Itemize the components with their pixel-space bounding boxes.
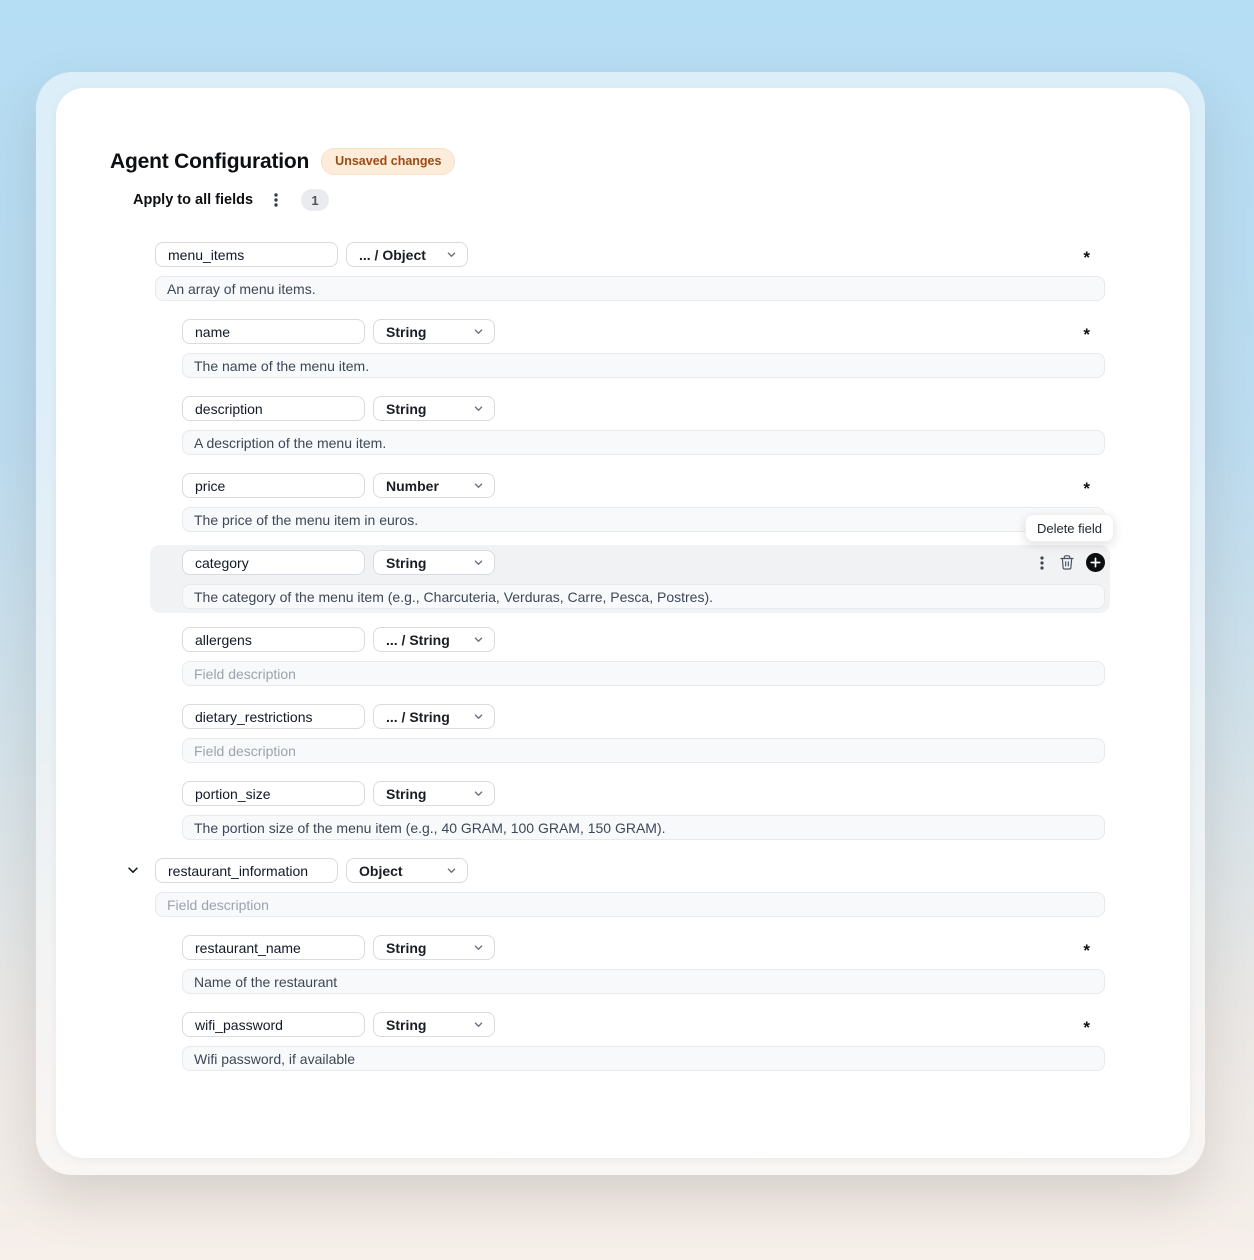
required-asterisk: *: [1083, 941, 1090, 960]
field-row-portion-size: [182, 781, 1105, 840]
chevron-down-icon: [446, 249, 457, 260]
delete-field-tooltip: Delete field: [1025, 514, 1114, 542]
field-description-input[interactable]: [182, 1046, 1105, 1071]
field-type-dropdown[interactable]: [346, 858, 468, 883]
field-type-dropdown[interactable]: [373, 319, 495, 344]
field-type-dropdown[interactable]: [373, 1012, 495, 1037]
required-asterisk: *: [1083, 248, 1090, 267]
chevron-down-icon: [446, 865, 457, 876]
apply-kebab-menu-button[interactable]: [267, 190, 285, 210]
chevron-down-icon: [473, 1019, 484, 1030]
agent-config-card: [56, 88, 1190, 1158]
field-options-button[interactable]: [1036, 555, 1048, 571]
chevron-down-icon: [473, 634, 484, 645]
required-asterisk: *: [1083, 479, 1090, 498]
collapse-toggle-button[interactable]: [126, 863, 140, 877]
field-name-input[interactable]: [182, 396, 365, 421]
field-description-input[interactable]: [182, 969, 1105, 994]
field-name-input[interactable]: [155, 858, 338, 883]
chevron-down-icon: [473, 480, 484, 491]
field-name-input[interactable]: [182, 1012, 365, 1037]
required-asterisk: *: [1083, 325, 1090, 344]
field-description-input[interactable]: [155, 276, 1105, 301]
field-type-value: String: [386, 1016, 427, 1033]
field-name-input[interactable]: [182, 473, 365, 498]
field-name-input[interactable]: [182, 550, 365, 575]
card-frame: [36, 72, 1205, 1175]
field-description-input[interactable]: [182, 430, 1105, 455]
field-name-input[interactable]: [182, 935, 365, 960]
trash-icon: [1059, 554, 1075, 571]
field-description-input[interactable]: [182, 353, 1105, 378]
field-type-dropdown[interactable]: [373, 473, 495, 498]
field-type-dropdown[interactable]: [373, 935, 495, 960]
chevron-down-icon: [473, 403, 484, 414]
field-row-menu-items: [155, 242, 1105, 301]
field-type-dropdown[interactable]: [373, 704, 495, 729]
field-type-value: String: [386, 400, 427, 417]
field-description-input[interactable]: [155, 892, 1105, 917]
apply-to-all-fields-row: [133, 188, 1190, 212]
field-type-value: String: [386, 554, 427, 571]
field-row-dietary-restrictions: [182, 704, 1105, 763]
field-type-value: ... / String: [386, 631, 450, 648]
field-type-value: Object: [359, 862, 403, 879]
field-description-input[interactable]: [182, 507, 1105, 532]
field-actions: [1036, 553, 1105, 572]
field-description-input[interactable]: [182, 815, 1105, 840]
field-name-input[interactable]: [155, 242, 338, 267]
chevron-down-icon: [473, 942, 484, 953]
field-row-description: [182, 396, 1105, 455]
plus-circle-icon: [1086, 553, 1105, 572]
field-row-allergens: [182, 627, 1105, 686]
field-type-value: String: [386, 939, 427, 956]
field-name-input[interactable]: [182, 319, 365, 344]
field-name-input[interactable]: [182, 781, 365, 806]
field-type-dropdown[interactable]: [346, 242, 468, 267]
required-asterisk: *: [1083, 1018, 1090, 1037]
field-description-input[interactable]: [182, 661, 1105, 686]
field-row-restaurant-name: [182, 935, 1105, 994]
kebab-icon: [1036, 555, 1048, 571]
add-field-button[interactable]: [1086, 553, 1105, 572]
apply-to-all-fields-label: Apply to all fields: [133, 192, 254, 208]
chevron-down-icon: [473, 711, 484, 722]
field-type-dropdown[interactable]: [373, 781, 495, 806]
field-type-dropdown[interactable]: [373, 550, 495, 575]
chevron-down-icon: [473, 788, 484, 799]
field-type-value: String: [386, 785, 427, 802]
field-row-wifi-password: [182, 1012, 1105, 1071]
field-type-value: String: [386, 323, 427, 340]
field-description-input[interactable]: [182, 584, 1105, 609]
page-title: Agent Configuration: [110, 149, 310, 173]
field-row-restaurant-information: [155, 858, 1105, 917]
unsaved-changes-badge: Unsaved changes: [321, 148, 455, 175]
field-count-badge: 1: [301, 189, 329, 211]
field-type-value: Number: [386, 477, 439, 494]
field-row-category-highlighted: [150, 520, 1110, 613]
kebab-icon: [269, 192, 283, 208]
field-name-input[interactable]: [182, 627, 365, 652]
field-type-dropdown[interactable]: [373, 627, 495, 652]
chevron-down-icon: [126, 863, 140, 877]
field-type-dropdown[interactable]: [373, 396, 495, 421]
field-description-input[interactable]: [182, 738, 1105, 763]
chevron-down-icon: [473, 326, 484, 337]
field-type-value: ... / String: [386, 708, 450, 725]
chevron-down-icon: [473, 557, 484, 568]
field-row-price: [182, 473, 1105, 532]
delete-field-button[interactable]: [1059, 554, 1075, 571]
field-row-name: [182, 319, 1105, 378]
header: [110, 148, 1190, 175]
schema-fields-list: [155, 242, 1105, 1071]
field-name-input[interactable]: [182, 704, 365, 729]
field-type-value: ... / Object: [359, 246, 426, 263]
